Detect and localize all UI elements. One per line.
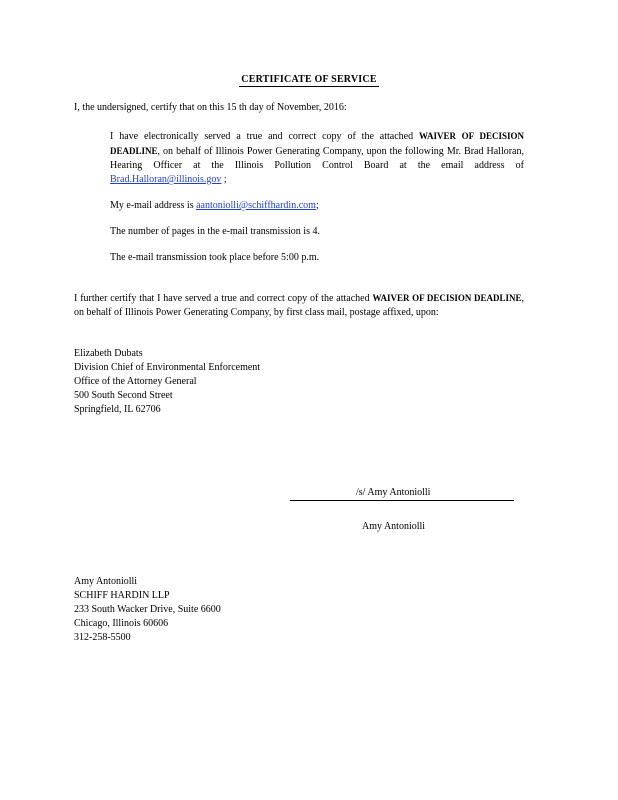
signature-text: /s/ Amy Antoniolli <box>356 487 431 498</box>
sender-street: 233 South Wacker Drive, Suite 6600 <box>74 604 221 615</box>
intro-line: I, the undersigned, certify that on this 15 th day of November, 2016: <box>74 102 347 113</box>
my-email-line: My e-mail address is aantoniolli@schiffhardin.com; <box>110 200 319 211</box>
service-paragraph-mail: I further certify that I have served a true and correct copy of the attached WAIVER OF DECISION DEADLINE, on behalf of Illinois Power Generating Company, by first class mail, postage affixed, upon: <box>74 293 525 318</box>
recipient-title: Division Chief of Environmental Enforcement <box>74 362 261 373</box>
sender-firm: SCHIFF HARDIN LLP <box>74 590 170 601</box>
sender-city: Chicago, Illinois 60606 <box>74 618 169 629</box>
signature-line <box>290 500 514 501</box>
sender-email-link[interactable]: aantoniolli@schiffhardin.com <box>196 200 316 211</box>
sender-name: Amy Antoniolli <box>74 576 138 587</box>
recipient-street: 500 South Second Street <box>74 390 173 401</box>
page-count-line: The number of pages in the e-mail transmission is 4. <box>110 226 320 237</box>
service-paragraph-email: I have electronically served a true and correct copy of the attached WAIVER OF DECISION DEADLINE, on behalf of Illinois Power Generating Company, upon the following Mr. Brad Halloran, Hearing Officer at the Illinois Pollution Control Board at the email address of Brad.Halloran@illinois.gov ; <box>110 131 524 185</box>
signer-name: Amy Antoniolli <box>362 521 426 532</box>
hearing-officer-email-link[interactable]: Brad.Halloran@illinois.gov <box>110 174 222 185</box>
recipient-city: Springfield, IL 62706 <box>74 404 161 415</box>
document-name: WAIVER OF DECISION DEADLINE <box>372 293 522 303</box>
document-name: WAIVER OF DECISION DEADLINE <box>110 131 524 156</box>
page-title: CERTIFICATE OF SERVICE <box>241 74 377 85</box>
sender-phone: 312-258-5500 <box>74 632 131 643</box>
recipient-name: Elizabeth Dubats <box>74 348 143 359</box>
recipient-office: Office of the Attorney General <box>74 376 197 387</box>
transmission-time-line: The e-mail transmission took place before 5:00 p.m. <box>110 252 320 263</box>
